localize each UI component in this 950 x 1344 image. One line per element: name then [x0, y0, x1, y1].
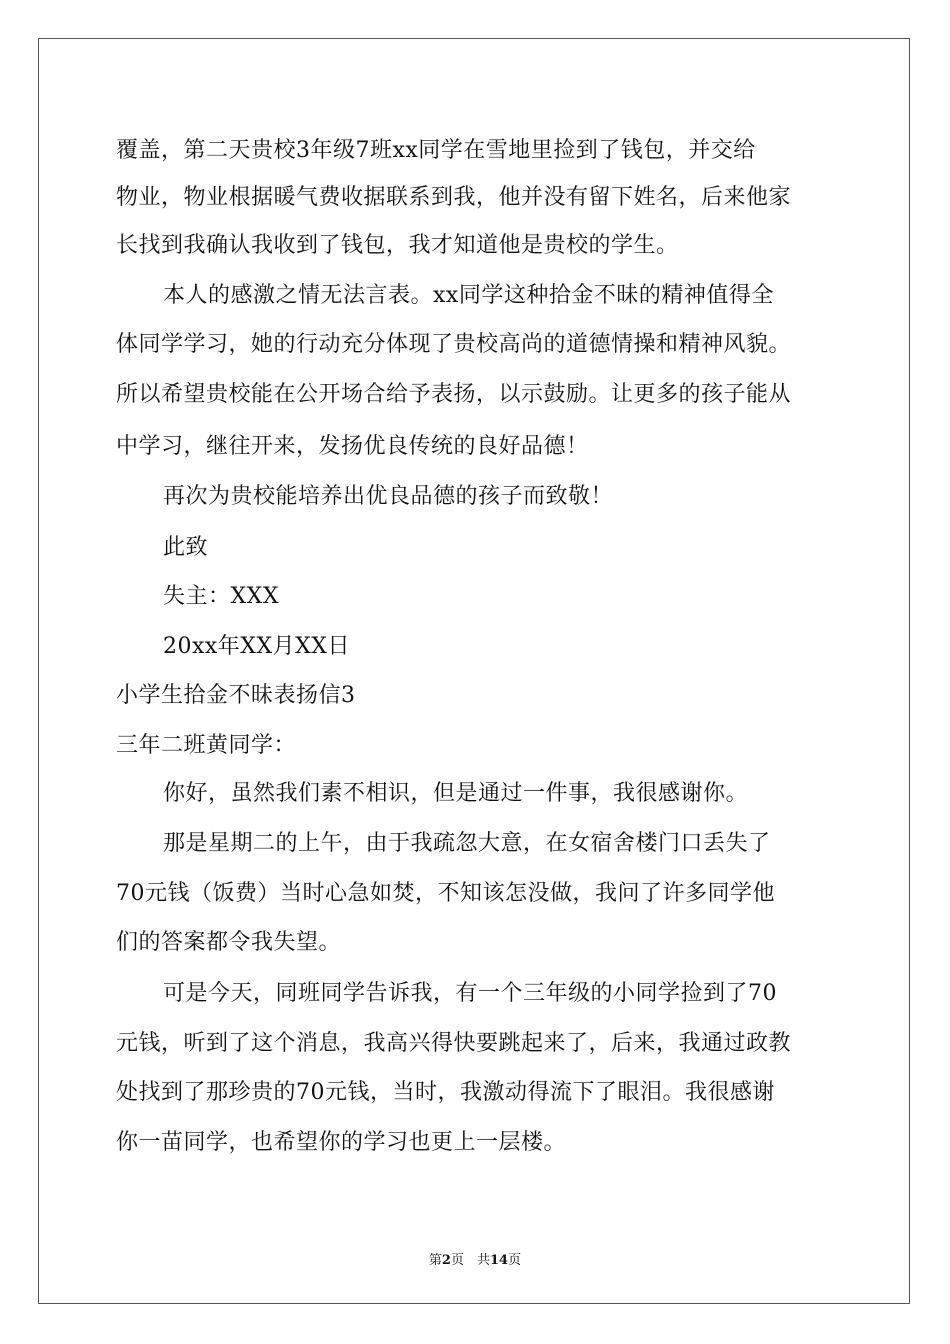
footer-total-pages: 14	[489, 1253, 509, 1268]
paragraph-2-line-1: 本人的感激之情无法言表。xx同学这种拾金不昧的精神值得全	[163, 283, 774, 308]
paragraph-2-line-3: 所以希望贵校能在公开场合给予表扬，以示鼓励。让更多的孩子能从	[116, 382, 792, 407]
letter-3-title: 小学生拾金不昧表扬信3	[116, 683, 356, 708]
footer-prefix: 第	[428, 1253, 442, 1268]
paragraph-6-line-4: 你一苗同学，也希望你的学习也更上一层楼。	[116, 1130, 567, 1155]
paragraph-6-line-3: 处找到了那珍贵的70元钱，当时，我激动得流下了眼泪。我很感谢	[116, 1080, 775, 1105]
date-text: 20xx年XX月XX日	[163, 634, 350, 659]
paragraph-1-line-3: 长找到我确认我收到了钱包，我才知道他是贵校的学生。	[116, 233, 679, 258]
footer-page-number: 2	[441, 1253, 451, 1268]
paragraph-2-line-4: 中学习，继往开来，发扬优良传统的良好品德！	[116, 434, 589, 459]
paragraph-1-line-1: 覆盖，第二天贵校3年级7班xx同学在雪地里捡到了钱包，并交给	[116, 138, 756, 163]
paragraph-4: 你好，虽然我们素不相识，但是通过一件事，我很感谢你。	[163, 781, 749, 806]
paragraph-5-line-2: 70元钱（饭费）当时心急如焚，不知该怎没做，我问了许多同学他	[116, 881, 775, 906]
signature-text: 失主：XXX	[163, 584, 279, 609]
paragraph-3: 再次为贵校能培养出优良品德的孩子而致敬！	[163, 484, 614, 509]
footer-suffix: 页	[508, 1253, 522, 1268]
page-frame	[38, 38, 910, 1304]
paragraph-1-line-2: 物业，物业根据暖气费收据联系到我，他并没有留下姓名，后来他家	[116, 185, 792, 210]
footer-mid: 页 共	[450, 1253, 490, 1268]
paragraph-6-line-1: 可是今天，同班同学告诉我，有一个三年级的小同学捡到了70	[163, 981, 777, 1006]
page-footer	[0, 1249, 950, 1268]
paragraph-5-line-1: 那是星期二的上午，由于我疏忽大意，在女宿舍楼门口丢失了	[163, 831, 771, 856]
paragraph-5-line-3: 们的答案都令我失望。	[116, 930, 342, 955]
paragraph-2-line-2: 体同学学习，她的行动充分体现了贵校高尚的道德情操和精神风貌。	[116, 332, 792, 357]
salutation-text: 三年二班黄同学：	[116, 733, 297, 758]
paragraph-6-line-2: 元钱，听到了这个消息，我高兴得快要跳起来了，后来，我通过政教	[116, 1031, 792, 1056]
closing-text: 此致	[163, 535, 209, 560]
